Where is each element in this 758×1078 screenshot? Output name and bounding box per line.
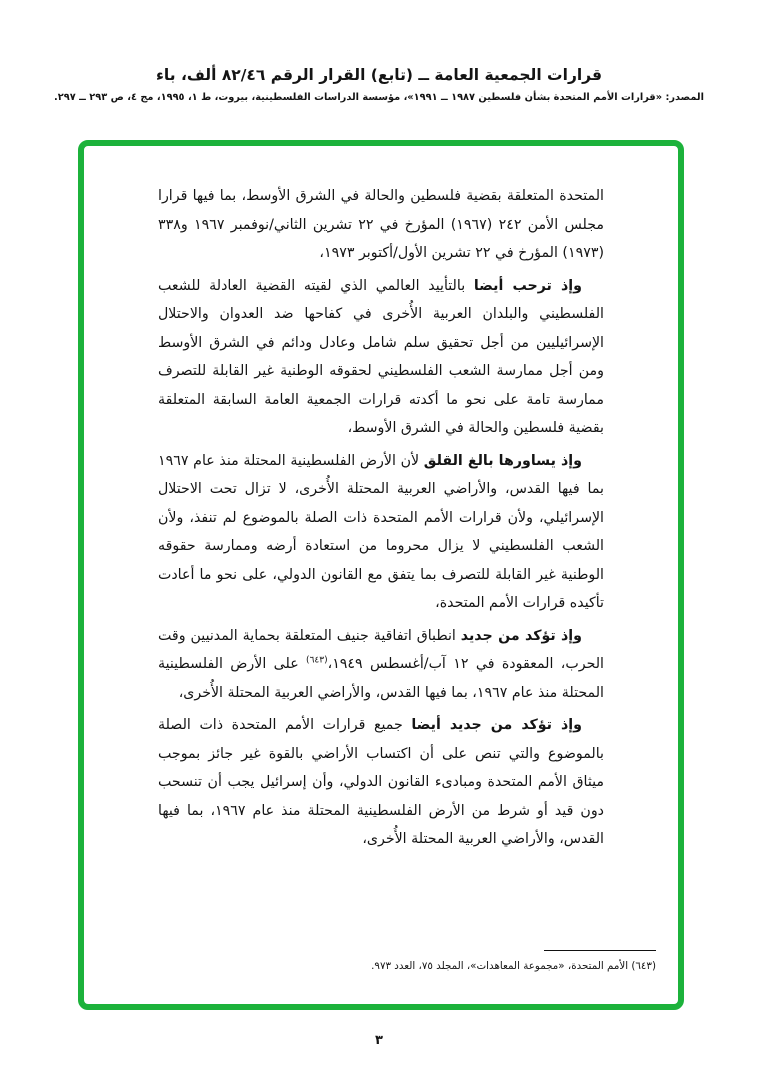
paragraph-3-text: لأن الأرض الفلسطينية المحتلة منذ عام ١٩٦٧ بما فيها القدس، والأراضي العربية المحتلة الأُخرى، لا تزال تحت الاحتلال الإسرائيلي، ولأن قرارات الأمم المتحدة ذات الصلة بالموضوع لم تنفذ، ولأن الشعب الفلسطيني لا يزال محروما من استعادة أرضه وممارسة حقوقه الوطنية غير القابلة للتصرف بما يتفق مع القانون الدولي، على نحو ما أعادت تأكيده قرارات الأمم المتحدة، xyxy=(158,452,604,611)
paragraph-5-text: جميع قرارات الأمم المتحدة ذات الصلة بالموضوع والتي تنص على أن اكتساب الأراضي بالقوة غير جائز بموجب ميثاق الأمم المتحدة ومبادىء القانون الدولي، وأن إسرائيل يجب أن تنسحب دون قيد أو شرط من الأرض الفلسطينية المحتلة منذ عام ١٩٦٧، بما فيها القدس، والأراضي العربية المحتلة الأُخرى، xyxy=(158,717,604,847)
footnote-text: (٦٤٣) الأمم المتحدة، «مجموعة المعاهدات»، المجلد ٧٥، العدد ٩٧٣. xyxy=(371,960,656,972)
paragraph-2 xyxy=(158,272,604,443)
page-number: ٣ xyxy=(375,1033,383,1048)
footnote-rule xyxy=(544,950,656,951)
source-line: المصدر: «قرارات الأمم المتحدة بشأن فلسطين ١٩٨٧ ــ ١٩٩١»، مؤسسة الدراسات الفلسطينية، بيروت، ط ١، ١٩٩٥، مج ٤، ص ٢٩٣ ــ ٢٩٧. xyxy=(54,92,704,103)
resolution-text xyxy=(158,182,604,858)
paragraph-2-lead: وإذ ترحب أيضا xyxy=(473,277,582,294)
page-title: قرارات الجمعية العامة ــ (تابع) القرار الرقم ٨٢/٤٦ ألف، باء xyxy=(156,66,602,84)
paragraph-5 xyxy=(158,711,604,854)
paragraph-4-text-after: على الأرض الفلسطينية المحتلة منذ عام ١٩٦٧، بما فيها القدس، والأراضي العربية المحتلة الأُخرى، xyxy=(158,656,604,701)
paragraph-2-text: بالتأييد العالمي الذي لقيته القضية العادلة للشعب الفلسطيني والبلدان العربية الأُخرى في كفاحها ضد العدوان والاحتلال الإسرائيليين من أجل تحقيق سلم شامل وعادل ودائم في الشرق الأوسط ومن أجل ممارسة الشعب الفلسطيني لحقوقه الوطنية غير القابلة للتصرف ممارسة تامة على نحو ما أكدته قرارات الجمعية العامة السابقة المتعلقة بقضية فلسطين والحالة في الشرق الأوسط، xyxy=(158,277,604,436)
paragraph-4 xyxy=(158,622,604,708)
paragraph-3 xyxy=(158,447,604,618)
paragraph-1 xyxy=(158,182,604,268)
paragraph-5-lead: وإذ تؤكد من جديد أيضا xyxy=(411,717,582,733)
page-header xyxy=(0,66,758,103)
paragraph-4-lead: وإذ تؤكد من جديد xyxy=(460,627,582,644)
content-frame xyxy=(78,140,684,1010)
paragraph-1-text: المتحدة المتعلقة بقضية فلسطين والحالة في الشرق الأوسط، بما فيها قرارا مجلس الأمن ٢٤٢ (١٩٦٧) المؤرخ في ٢٢ تشرين الثاني/نوفمبر ١٩٦٧ و٣٣٨ (١٩٧٣) المؤرخ في ٢٢ تشرين الأول/أكتوبر ١٩٧٣، xyxy=(158,188,604,261)
paragraph-3-lead: وإذ يساورها بالغ القلق xyxy=(423,452,582,469)
paragraph-4-text: انطباق اتفاقية جنيف المتعلقة بحماية المدنيين وقت الحرب، المعقودة في ١٢ آب/أغسطس ١٩٤٩، xyxy=(158,627,604,672)
paragraph-4-footnote-marker: (٦٤٣) xyxy=(306,655,328,666)
footnote-area xyxy=(104,950,656,972)
